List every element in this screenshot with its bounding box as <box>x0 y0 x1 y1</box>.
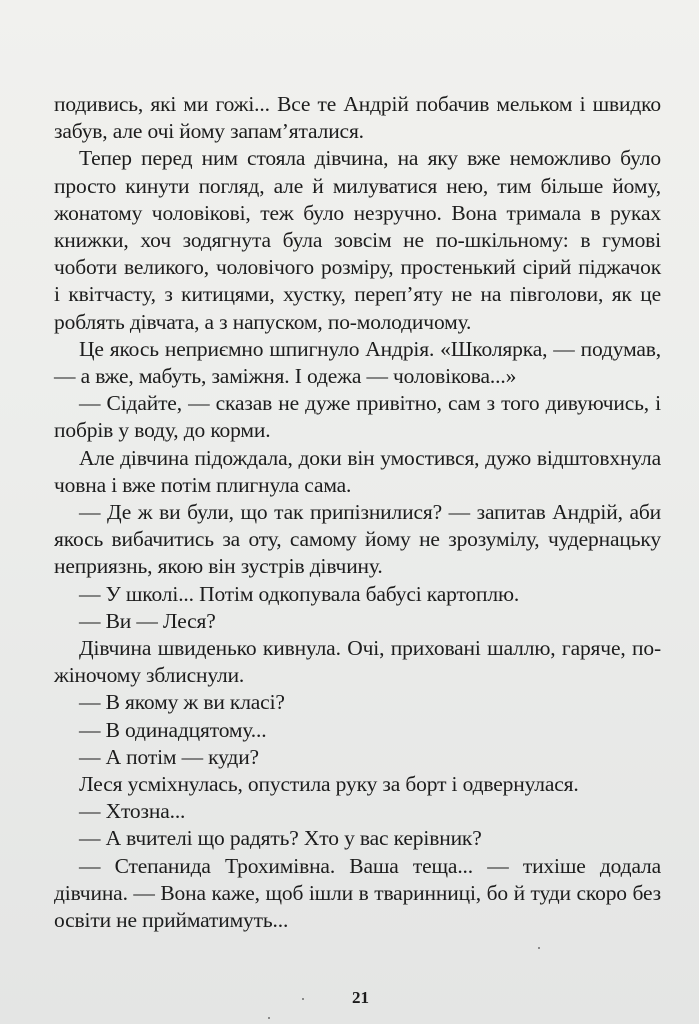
dialogue-line: — А вчителі що радять? Хто у вас керівник? <box>79 826 482 851</box>
paragraph: Леся усміхнулась, опустила руку за борт і одвернулася. <box>79 772 579 797</box>
dialogue-line: — У школі... Потім одкопувала бабусі картоплю. <box>79 581 520 606</box>
paragraph: подивись, які ми гожі... Все те Андрій побачив мельком і швидко забув, але очі йому запам’яталися. <box>54 92 661 144</box>
dialogue-line: — Степанида Трохимівна. Ваша теща... — тихіше додала дівчина. — Вона каже, щоб ішли в тваринниці, бо й туди скоро без освіти не прийматимуть... <box>54 853 661 933</box>
dialogue-line: — Хтозна... <box>79 799 186 824</box>
dialogue-line: — А потім — куди? <box>79 744 259 769</box>
paragraph: Це якось неприємно шпигнуло Андрія. «Школярка, — подумав, — а вже, мабуть, заміжня. І одежа — чоловікова...» <box>54 336 661 389</box>
dialogue-line: — Ви — Леся? <box>79 608 216 633</box>
paragraph: Тепер перед ним стояла дівчина, на яку вже неможливо було просто кинути погляд, але й милуватися нею, тим більше йому, жонатому чоловікові, теж було незручно. Вона тримала в руках книжки, хоч зодягнута була зовсім не по-шкільному: в гумові чоботи великого, чоловічого розміру, простенький сірий піджачок і квітчасту, з китицями, хустку, переп’яту не на півголови, як це роблять дівчата, а з напуском, по-молодичому. <box>54 146 661 334</box>
paragraph: — Де ж ви були, що так припізнилися? — запитав Андрій, аби якось вибачитись за оту, самому йому не зрозумілу, чудернацьку неприязнь, якою він зустрів дівчину. <box>54 500 661 579</box>
page-body <box>54 91 661 934</box>
paragraph: Але дівчина підождала, доки він умостився, дужо відштовхнула човна і вже потім плигнула сама. <box>54 445 661 497</box>
paper-speck <box>268 1017 270 1019</box>
dialogue-line: — В якому ж ви класі? <box>79 690 285 715</box>
dialogue-line: — В одинадцятому... <box>79 717 267 742</box>
paper-speck <box>538 947 540 949</box>
paper-speck <box>302 998 304 1000</box>
paragraph: Дівчина швиденько кивнула. Очі, приховані шаллю, гаряче, по-жіночому зблиснули. <box>54 636 661 688</box>
page-number: 21 <box>352 988 369 1007</box>
paragraph: — Сідайте, — сказав не дуже привітно, сам з того дивуючись, і побрів у воду, до корми. <box>54 391 661 443</box>
